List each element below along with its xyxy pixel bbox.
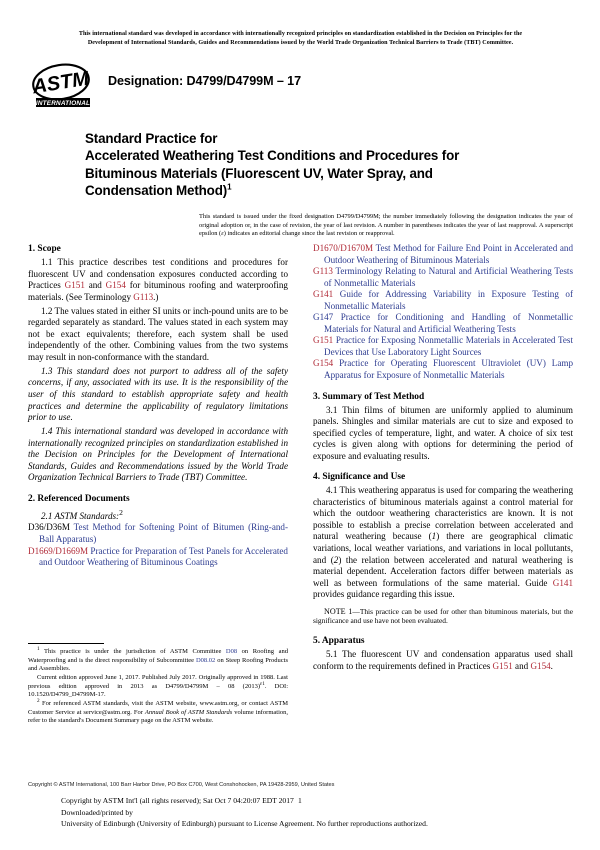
svg-text:ASTM: ASTM [30, 67, 91, 99]
tbt-banner [28, 0, 573, 49]
title-line-4: Condensation Method) [85, 183, 228, 199]
reference-item[interactable] [313, 312, 573, 335]
footnote-1-text-b: on Roofing and Waterproofing and is the direct responsibility of Subcommittee [28, 648, 288, 664]
paragraph-4-1-enum-2: 2 [333, 554, 339, 565]
reference-designation[interactable]: G113 [313, 266, 333, 277]
paragraph-4-1-enum-1: 1 [431, 531, 437, 542]
masthead [28, 60, 573, 120]
spacer [313, 626, 573, 635]
issue-statement-part1: This standard is issued under the fixed designation D4799/D4799M; the number immediately following the designation indicates the year of original adoption or, in the case of revision, the year of last revision. A number in parentheses indicates the year of last reapproval. A superscript epsilon ( [199, 213, 573, 238]
reference-title[interactable]: Terminology Relating to Natural and Artificial Weathering Tests of Nonmetallic Materials [324, 266, 573, 288]
footnote-1 [28, 645, 288, 674]
reference-designation[interactable]: D36/D36M [28, 522, 70, 533]
document-page [28, 0, 573, 850]
footnote-1-edition [28, 674, 288, 700]
download-info [61, 795, 561, 830]
title-line-1: Standard Practice for [85, 130, 218, 146]
page-title [85, 130, 573, 200]
paragraph-1-2: 1.2 The values stated in either SI units or inch-pound units are to be regarded separately as standard. The values stated in each system may not be exact equivalents; therefore, each system shall be used independently of the other. Combining values from the two systems may result in non-conformance with the standard. [28, 305, 288, 362]
footnote-1-edition-text-b: . DOI: 10.1520/D4799_D4799M-17. [28, 682, 289, 698]
paragraph-1-3: 1.3 This standard does not purport to address all of the safety concerns, if any, associated with its use. It is the responsibility of the user of this standard to establish appropriate safety and health practices and determine the applicability of regulatory limitations prior to use. [28, 365, 288, 423]
paragraph-5-1-text-c: . [550, 660, 553, 671]
reference-title[interactable]: Practice for Conditioning and Handling of Nonmetallic Materials for Natural and Artificial Weathering Tests [324, 312, 573, 334]
xref-g154[interactable]: G154 [530, 660, 551, 671]
footnote-divider [28, 643, 104, 644]
xref-g154[interactable]: G154 [105, 280, 126, 291]
spacer [313, 462, 573, 471]
designation-line: Designation: D4799/D4799M – 17 [108, 73, 301, 88]
footnotes-block [28, 643, 288, 726]
reference-item[interactable] [28, 522, 288, 545]
section-heading-apparatus: 5. Apparatus [313, 635, 365, 646]
left-column [28, 243, 288, 569]
spacer [28, 484, 288, 493]
footnote-1-marker: 1 [37, 645, 40, 652]
reference-item[interactable] [313, 243, 573, 266]
note-1-text: —This practice can be used for other than bituminous materials, but the significance and use have not been evaluated. [313, 606, 574, 626]
footnote-2-italic: Annual Book of ASTM Standards [144, 708, 233, 716]
xref-g141[interactable]: G141 [552, 577, 573, 588]
paragraph-4-1-text-a: 4.1 This weathering apparatus is used for comparing the weathering characteristics of bituminous materials against a control material for which the outdoor weathering characteristics are known. It is not possible to establish a precise correlation between accelerated and natural weathering because ( [313, 485, 573, 542]
paragraph-1-1-text-b: and [84, 280, 106, 291]
footnote-1-edition-sup: ε1 [260, 680, 265, 687]
paragraph-4-1-text-c: ) the relation between accelerated and natural weathering is material dependent. Acceleration factors differ between materials as well as between formulations of the same material. Guide [313, 554, 574, 588]
section-heading-summary: 3. Summary of Test Method [313, 391, 425, 402]
download-line-1: Copyright by ASTM Int'l (all rights reserved); Sat Oct 7 04:20:07 EDT 2017 [61, 796, 294, 805]
reference-title[interactable]: Practice for Operating Fluorescent Ultraviolet (UV) Lamp Apparatus for Exposure of Nonmetallic Materials [324, 358, 573, 381]
reference-designation[interactable]: D1669/D1669M [28, 545, 89, 556]
section-heading-referenced-documents: 2. Referenced Documents [28, 493, 130, 504]
footnote-2 [28, 697, 289, 726]
footnote-2-text-a: For referenced ASTM standards, visit the ASTM website, www.astm.org, or contact ASTM Customer Service at service@astm.org. For [28, 700, 288, 716]
link-subcommittee-d0802[interactable]: D08.02 [195, 656, 216, 664]
issue-statement-part2: ) indicates an editorial change since the last revision or reapproval. [223, 230, 395, 238]
paragraph-1-1-text-d: .) [153, 291, 159, 302]
reference-title[interactable]: Practice for Exposing Nonmetallic Materials in Accelerated Test Devices that Use Laboratory Light Sources [324, 335, 573, 357]
paragraph-4-1-text-d: provides guidance regarding this issue. [313, 589, 455, 600]
tbt-banner-line2: Development of International Standards, Guides and Recommendations issued by the World Trade Organization Technical Barriers to Trade (TBT) Committee. [87, 40, 514, 47]
paragraph-5-1-text-b: and [512, 660, 531, 671]
reference-title[interactable]: Practice for Preparation of Test Panels for Accelerated and Outdoor Weathering of Bituminous Coatings [39, 545, 288, 568]
title-line-3: Bituminous Materials (Fluorescent UV, Water Spray, and [85, 165, 433, 181]
xref-g151[interactable]: G151 [492, 660, 513, 671]
paragraph-5-1-text-a: 5.1 The fluorescent UV and condensation apparatus used shall conform to the requirements defined in Practices [313, 648, 573, 671]
subsection-2-1-label [28, 507, 288, 523]
copyright-line: Copyright © ASTM International, 100 Barr Harbor Drive, PO Box C700, West Conshohocken, PA 19428-2959, United States [28, 782, 335, 788]
tbt-banner-line1: This international standard was developed in accordance with internationally recognized principles on standardization established in the Decision on Principles for the [78, 31, 523, 37]
subsection-2-1-footnote-marker: 2 [119, 507, 123, 517]
note-1-label: NOTE 1 [324, 606, 353, 616]
reference-designation[interactable]: G141 [313, 289, 334, 300]
right-column [313, 243, 573, 672]
reference-designation[interactable]: D1670/D1670M [313, 243, 374, 253]
reference-designation[interactable]: G151 [313, 335, 334, 346]
reference-item[interactable] [313, 358, 573, 381]
page-number: 1 [298, 796, 302, 805]
title-footnote-marker: 1 [227, 182, 232, 192]
reference-designation[interactable]: G147 [313, 312, 334, 323]
reference-title[interactable]: Test Method for Failure End Point in Accelerated and Outdoor Weathering of Bituminous Materials [324, 243, 574, 265]
issue-statement [85, 213, 573, 238]
paragraph-5-1 [313, 649, 573, 672]
paragraph-4-1-text-b: ) there are geographical climatic variations, local weather variations, and variations in local pollutants, and ( [313, 531, 573, 565]
paragraph-4-1 [313, 485, 573, 600]
svg-text:INTERNATIONAL: INTERNATIONAL [35, 100, 91, 108]
section-heading-significance: 4. Significance and Use [313, 472, 406, 483]
footnote-1-edition-text-a: Current edition approved June 1, 2017. Published July 2017. Originally approved in 1988. Last previous edition approved in 2013 as D4799/D4799M – 08 (2013) [28, 674, 288, 690]
footnote-2-text-b: volume information, refer to the standard's Document Summary page on the ASTM website. [28, 708, 289, 724]
reference-item[interactable] [313, 266, 573, 289]
note-1 [313, 607, 573, 626]
link-committee-d08[interactable]: D08 [225, 648, 238, 655]
xref-g151[interactable]: G151 [64, 280, 85, 291]
xref-g113[interactable]: G113 [133, 291, 154, 302]
download-line-3: University of Edinburgh (University of Edinburgh) pursuant to License Agreement. No further reproductions authorized. [61, 819, 428, 829]
paragraph-1-4: 1.4 This international standard was developed in accordance with internationally recognized principles on standardization established in the Decision on Principles for the Development of International Standards, Guides and Recommendations issued by the World Trade Organization Technical Barriers to Trade (TBT) Committee. [28, 426, 288, 483]
footnote-1-text-a: This practice is under the jurisdiction of ASTM Committee [39, 648, 226, 655]
subsection-2-1-text: 2.1 ASTM Standards: [41, 510, 120, 521]
download-line-2: Downloaded/printed by [61, 807, 133, 817]
footnote-1-text-c: on Steep Roofing Products and Assemblies. [28, 656, 288, 672]
section-heading-scope: 1. Scope [28, 244, 61, 254]
footnote-2-marker: 2 [37, 697, 40, 704]
spacer [313, 382, 573, 391]
reference-designation[interactable]: G154 [313, 358, 334, 369]
reference-title[interactable]: Guide for Addressing Variability in Exposure Testing of Nonmetallic Materials [324, 289, 573, 311]
reference-item[interactable] [28, 546, 288, 569]
reference-item[interactable] [313, 335, 573, 358]
title-block [28, 130, 573, 239]
reference-item[interactable] [313, 289, 573, 312]
paragraph-1-1-text-a: 1.1 This practice describes test conditions and procedures for fluorescent UV and condensation exposures conducted according to Practices [28, 257, 288, 291]
issue-statement-epsilon: ε [221, 230, 224, 238]
astm-international-logo-icon [30, 60, 96, 112]
paragraph-1-1 [28, 257, 288, 303]
paragraph-3-1: 3.1 Thin films of bitumen are uniformly applied to aluminum panels. Shingles and similar materials are cut to size and exposed to specified cycles of temperature, light, and water. A choice of six test cycles is given along with options for determining the period of exposure and evaluating results. [313, 404, 573, 461]
reference-title[interactable]: Test Method for Softening Point of Bitumen (Ring-and-Ball Apparatus) [39, 522, 288, 545]
title-line-2: Accelerated Weathering Test Conditions and Procedures for [85, 148, 460, 164]
paragraph-1-1-text-c: for bituminous roofing and waterproofing materials. (See Terminology [28, 280, 288, 302]
